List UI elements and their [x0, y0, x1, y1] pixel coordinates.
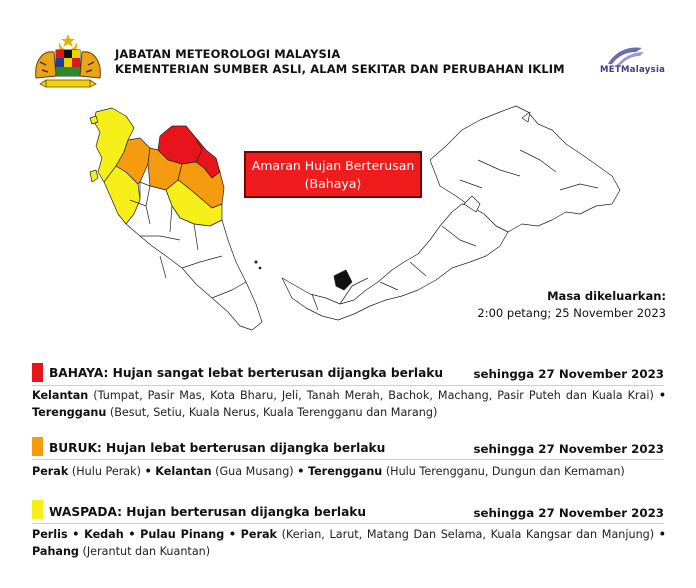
bahaya-area-districts: (Besut, Setiu, Kuala Nerus, Kuala Terengganu dan Marang): [109, 406, 438, 419]
bahaya-areas: Kelantan (Tumpat, Pasir Mas, Kota Bharu, Jeli, Tanah Merah, Bachok, Machang, Pasir Puteh dan Kuala Krai) • Terengganu (Besut, Setiu, Kuala Nerus, Kuala Terengganu dan Marang): [32, 389, 667, 419]
region-pulau-pinang: [90, 170, 98, 182]
warning-title-line1: Amaran Hujan Berterusan: [251, 158, 415, 173]
bahaya-divider: [32, 385, 664, 386]
buruk-until: sehingga 27 November 2023: [473, 442, 664, 456]
waspada-area-state: Kedah: [84, 528, 124, 541]
waspada-title: WASPADA: Hujan berterusan dijangka berlaku: [49, 505, 367, 519]
waspada-areas: Perlis • Kedah • Pulau Pinang • Perak (Kerian, Larut, Matang Dan Selama, Kuala Kangsar dan Manjung) • Pahang (Jerantut dan Kuantan): [32, 528, 666, 558]
issued-time-block: [366, 288, 666, 322]
waspada-until: sehingga 27 November 2023: [473, 506, 664, 520]
agency-name: JABATAN METEOROLOGI MALAYSIA: [115, 47, 341, 61]
ministry-name: KEMENTERIAN SUMBER ASLI, ALAM SEKITAR DAN PERUBAHAN IKLIM: [115, 62, 565, 76]
bahaya-until: sehingga 27 November 2023: [473, 367, 664, 381]
peninsular-malaysia: [90, 108, 262, 330]
waspada-area-districts: (Jerantut dan Kuantan): [82, 545, 211, 558]
buruk-title: BURUK: Hujan lebat berterusan dijangka berlaku: [49, 441, 386, 455]
waspada-area-state: Pahang: [32, 545, 79, 558]
buruk-area-districts: (Hulu Perak): [71, 465, 142, 478]
buruk-area-state: Terengganu: [307, 465, 383, 478]
buruk-color-swatch: [32, 437, 43, 456]
warning-title-line2: (Bahaya): [304, 176, 362, 191]
bahaya-area-state: Terengganu: [32, 406, 107, 419]
waspada-area-state: Perlis: [32, 528, 68, 541]
waspada-area-districts: (Kerian, Larut, Matang Dan Selama, Kuala Kangsar dan Manjung): [281, 528, 655, 541]
bahaya-area-districts: (Tumpat, Pasir Mas, Kota Bharu, Jeli, Tanah Merah, Bachok, Machang, Pasir Puteh dan Kuala Krai): [93, 389, 654, 402]
bahaya-title: BAHAYA: Hujan sangat lebat berterusan dijangka berlaku: [49, 366, 444, 380]
issued-time: 2:00 petang; 25 November 2023: [477, 306, 666, 320]
bahaya-area-state: Kelantan: [32, 389, 89, 402]
buruk-area-state: Kelantan: [155, 465, 212, 478]
waspada-area-state: Perak: [240, 528, 277, 541]
buruk-areas: Perak (Hulu Perak) • Kelantan (Gua Musang) • Terengganu (Hulu Terengganu, Dungun dan Kemaman): [32, 465, 625, 478]
waspada-divider: [32, 523, 664, 524]
bahaya-color-swatch: [32, 363, 43, 382]
buruk-area-districts: (Hulu Terengganu, Dungun dan Kemaman): [385, 465, 625, 478]
waspada-area-state: Pulau Pinang: [140, 528, 225, 541]
issued-label: Masa dikeluarkan:: [547, 289, 666, 303]
waspada-color-swatch: [32, 500, 43, 519]
metmalaysia-logo-text: METMalaysia: [600, 65, 666, 75]
warning-title-box: [244, 151, 422, 198]
buruk-area-state: Perak: [32, 465, 69, 478]
buruk-divider: [32, 459, 664, 460]
buruk-area-districts: (Gua Musang): [215, 465, 294, 478]
